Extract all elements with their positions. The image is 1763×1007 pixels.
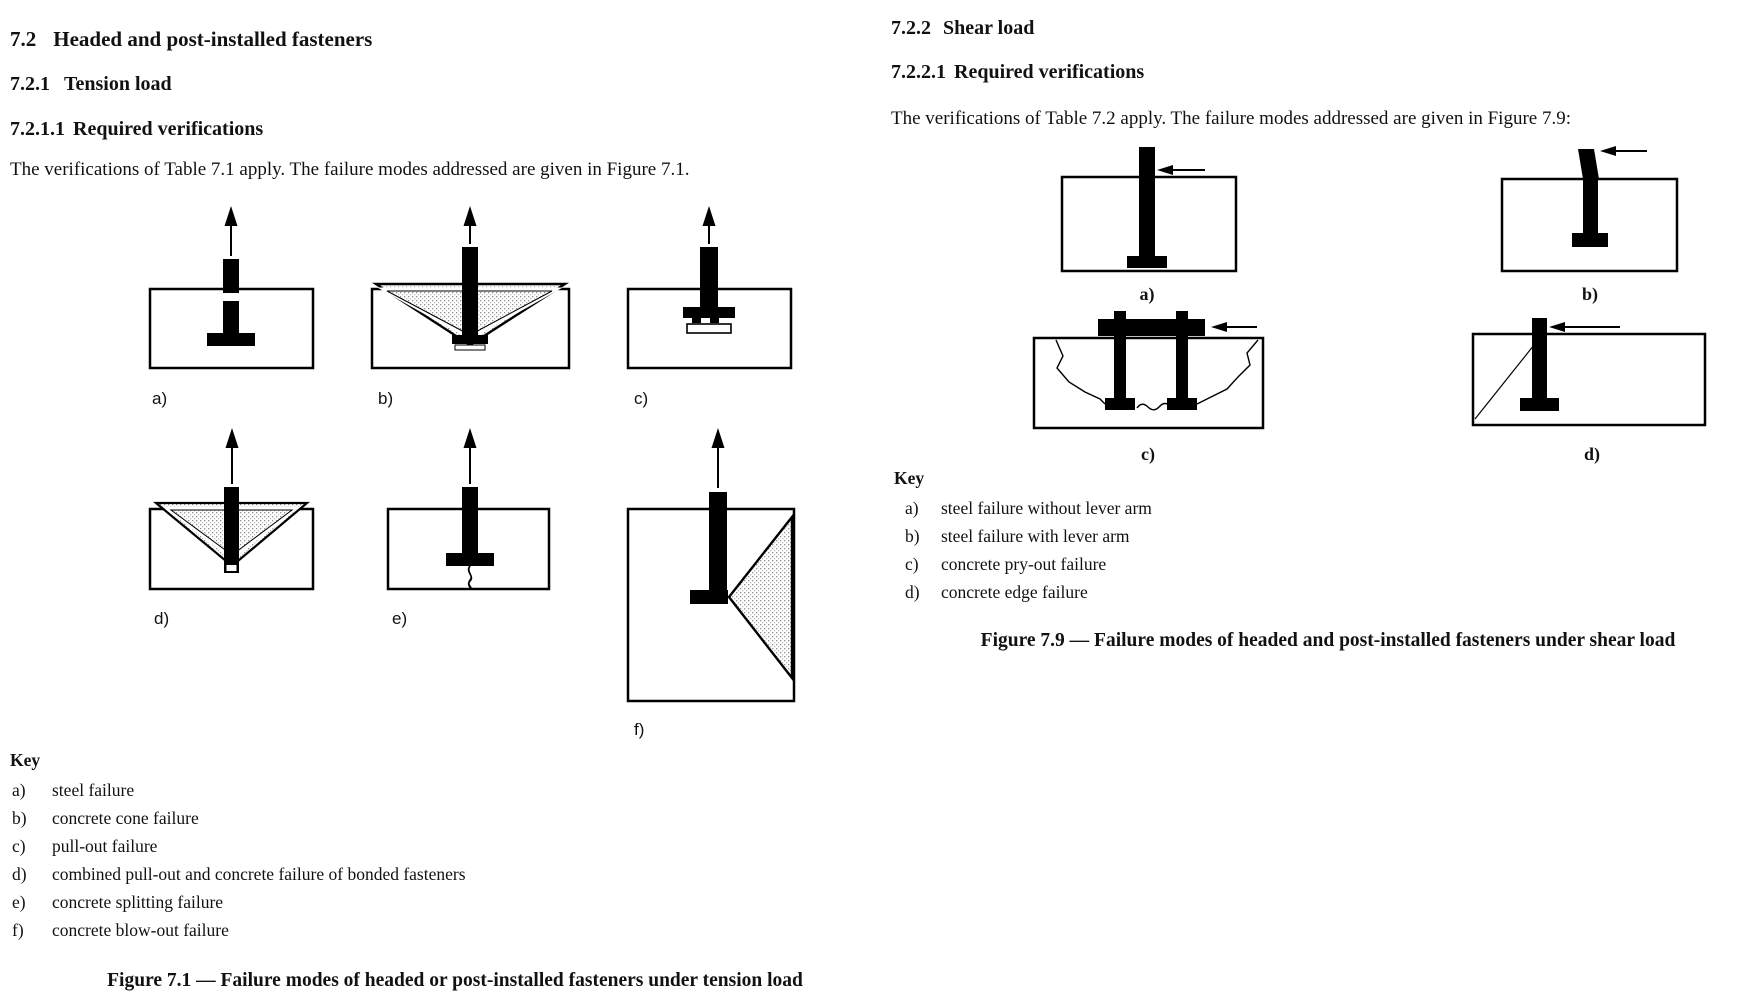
- key-item-text: combined pull-out and concrete failure of bonded fasteners: [52, 864, 466, 884]
- shear-arrow-head: [1600, 146, 1616, 156]
- heading-7-2-2-title: Shear load: [943, 17, 1035, 39]
- bolt-stub: [1114, 311, 1126, 320]
- key-item: [894, 494, 1152, 522]
- anchor-bolt-head: [1520, 398, 1559, 411]
- key-list-tension: [0, 776, 466, 944]
- diagram-tension-d-combined-failure: [150, 428, 313, 589]
- sub-label-c: c): [1141, 444, 1155, 464]
- sub-label-b: b): [378, 389, 394, 408]
- diagram-shear-a-steel-no-lever: [1062, 147, 1236, 271]
- sub-label-d: d): [154, 609, 170, 628]
- diagram-tension-c-pull-out: [628, 206, 791, 368]
- right-body-paragraph: The verifications of Table 7.2 apply. The failure modes addressed are given in Figure 7.9:: [891, 108, 1572, 129]
- key-item-letter: c): [905, 554, 919, 574]
- key-item: [0, 832, 466, 860]
- key-item-letter: a): [905, 498, 919, 518]
- load-arrow-head: [226, 428, 239, 448]
- shear-arrow-head: [1211, 322, 1227, 332]
- key-item-text: steel failure: [52, 780, 135, 800]
- anchor-bolt-shaft: [1114, 336, 1126, 404]
- key-title-tension: Key: [10, 750, 41, 770]
- diagram-shear-b-steel-lever-arm: [1502, 146, 1677, 271]
- load-arrow-head: [712, 428, 725, 448]
- figure-7-9-caption: Figure 7.9 — Failure modes of headed and post-installed fasteners under shear load: [980, 630, 1676, 651]
- anchor-bolt-shaft: [462, 247, 478, 335]
- shear-arrow-head: [1549, 322, 1565, 332]
- key-item-text: concrete cone failure: [52, 808, 199, 828]
- key-item: [0, 888, 466, 916]
- load-arrow-head: [464, 428, 477, 448]
- key-item-text: concrete blow-out failure: [52, 920, 229, 940]
- anchor-bolt-head: [683, 307, 735, 318]
- bolt-stub: [1532, 318, 1547, 335]
- key-list-shear: [894, 494, 1152, 606]
- vacated-hole: [687, 324, 731, 333]
- left-body-paragraph: The verifications of Table 7.1 apply. The failure modes addressed are given in Figure 7.1.: [10, 159, 690, 180]
- anchor-bolt-head: [1167, 398, 1197, 410]
- anchor-bolt-head: [1127, 256, 1167, 268]
- key-item: [894, 578, 1152, 606]
- sub-label-a: a): [1139, 284, 1155, 304]
- heading-7-2-2-1-number: 7.2.2.1: [891, 61, 946, 83]
- anchor-bolt-head: [690, 590, 728, 604]
- sub-label-e: e): [392, 609, 408, 628]
- heading-7-2-1-title: Tension load: [64, 73, 172, 95]
- diagram-shear-c-pry-out: [1034, 311, 1263, 428]
- load-arrow-head: [225, 206, 238, 226]
- heading-7-2-1-1-number: 7.2.1.1: [10, 118, 65, 140]
- sub-label-d: d): [1583, 444, 1601, 464]
- figure-7-9-canvas: [880, 130, 1763, 475]
- heading-7-2-2-1-title: Required verifications: [954, 61, 1145, 83]
- sub-label-b: b): [1581, 284, 1599, 304]
- figure-7-1-caption: Figure 7.1 — Failure modes of headed or post-installed fasteners under tension load: [107, 970, 803, 991]
- anchor-bolt-shaft: [224, 487, 239, 573]
- sub-label-a: a): [152, 389, 168, 408]
- heading-7-2: [10, 27, 372, 52]
- key-item-letter: b): [905, 526, 920, 546]
- key-item-letter: d): [12, 864, 27, 884]
- anchor-bolt-sheared-stub: [1139, 147, 1155, 176]
- diagram-tension-b-concrete-cone: [372, 206, 569, 368]
- key-item-text: steel failure with lever arm: [941, 526, 1130, 546]
- diagram-tension-f-blow-out: [628, 428, 794, 701]
- key-item: [0, 776, 466, 804]
- heading-7-2-1-1: [10, 117, 263, 141]
- heading-7-2-1-1-title: Required verifications: [73, 118, 264, 140]
- anchor-bolt-shaft: [1139, 177, 1155, 258]
- key-item: [894, 550, 1152, 578]
- key-item: [0, 860, 466, 888]
- sub-label-c: c): [634, 389, 649, 408]
- heading-7-2-1: [10, 72, 172, 96]
- load-arrow-head: [703, 206, 716, 226]
- key-item-letter: c): [12, 836, 26, 856]
- key-item-text: pull-out failure: [52, 836, 158, 856]
- anchor-bolt-shaft: [709, 492, 727, 603]
- shear-arrow-head: [1157, 165, 1173, 175]
- concrete-block: [1473, 334, 1705, 425]
- key-item-letter: b): [12, 808, 27, 828]
- anchor-bolt-head: [446, 553, 494, 566]
- figure-7-1-canvas: [0, 180, 880, 760]
- key-item-letter: d): [905, 582, 920, 602]
- anchor-bolt-bent-stub: [1578, 149, 1599, 179]
- concrete-block: [1034, 338, 1263, 428]
- anchor-bolt-shaft: [1583, 179, 1598, 234]
- bond-gap: [227, 565, 237, 571]
- anchor-bolt-shaft: [1532, 334, 1547, 398]
- diagram-tension-a-steel-failure: [150, 206, 313, 368]
- diagram-tension-e-splitting: [388, 428, 549, 589]
- anchor-bolt-shaft: [700, 247, 718, 309]
- key-item-text: steel failure without lever arm: [941, 498, 1152, 518]
- anchor-bolt-head: [1572, 233, 1608, 247]
- key-item-letter: a): [12, 780, 26, 800]
- key-title-shear: Key: [894, 468, 925, 488]
- thread-tick: [692, 318, 701, 323]
- heading-7-2-2: [891, 16, 1034, 40]
- heading-7-2-2-1: [891, 60, 1144, 84]
- diagram-shear-d-edge-failure: [1473, 318, 1705, 425]
- key-item-text: concrete pry-out failure: [941, 554, 1107, 574]
- key-item-text: concrete splitting failure: [52, 892, 224, 912]
- key-item-letter: f): [12, 920, 24, 940]
- thread-tick: [710, 318, 719, 323]
- heading-7-2-title: Headed and post-installed fasteners: [53, 27, 373, 51]
- load-arrow-head: [464, 206, 477, 226]
- key-item: [0, 804, 466, 832]
- key-item-text: concrete edge failure: [941, 582, 1088, 602]
- anchor-bolt-head: [452, 335, 488, 344]
- anchor-bolt-head: [1105, 398, 1135, 410]
- anchor-bolt-head: [207, 333, 255, 346]
- heading-7-2-number: 7.2: [10, 27, 37, 51]
- anchor-bolt-shaft: [462, 487, 478, 553]
- key-item: [894, 522, 1152, 550]
- sub-label-f: f): [634, 720, 645, 739]
- anchor-bolt-shaft: [1176, 336, 1188, 404]
- key-item: [0, 916, 466, 944]
- base-plate: [1098, 319, 1205, 336]
- anchor-bolt-shaft: [223, 301, 239, 333]
- heading-7-2-1-number: 7.2.1: [10, 73, 50, 95]
- key-item-letter: e): [12, 892, 26, 912]
- heading-7-2-2-number: 7.2.2: [891, 17, 931, 39]
- bolt-stub: [1176, 311, 1188, 320]
- head-gap: [455, 345, 485, 350]
- anchor-bolt-broken-stub: [223, 259, 239, 293]
